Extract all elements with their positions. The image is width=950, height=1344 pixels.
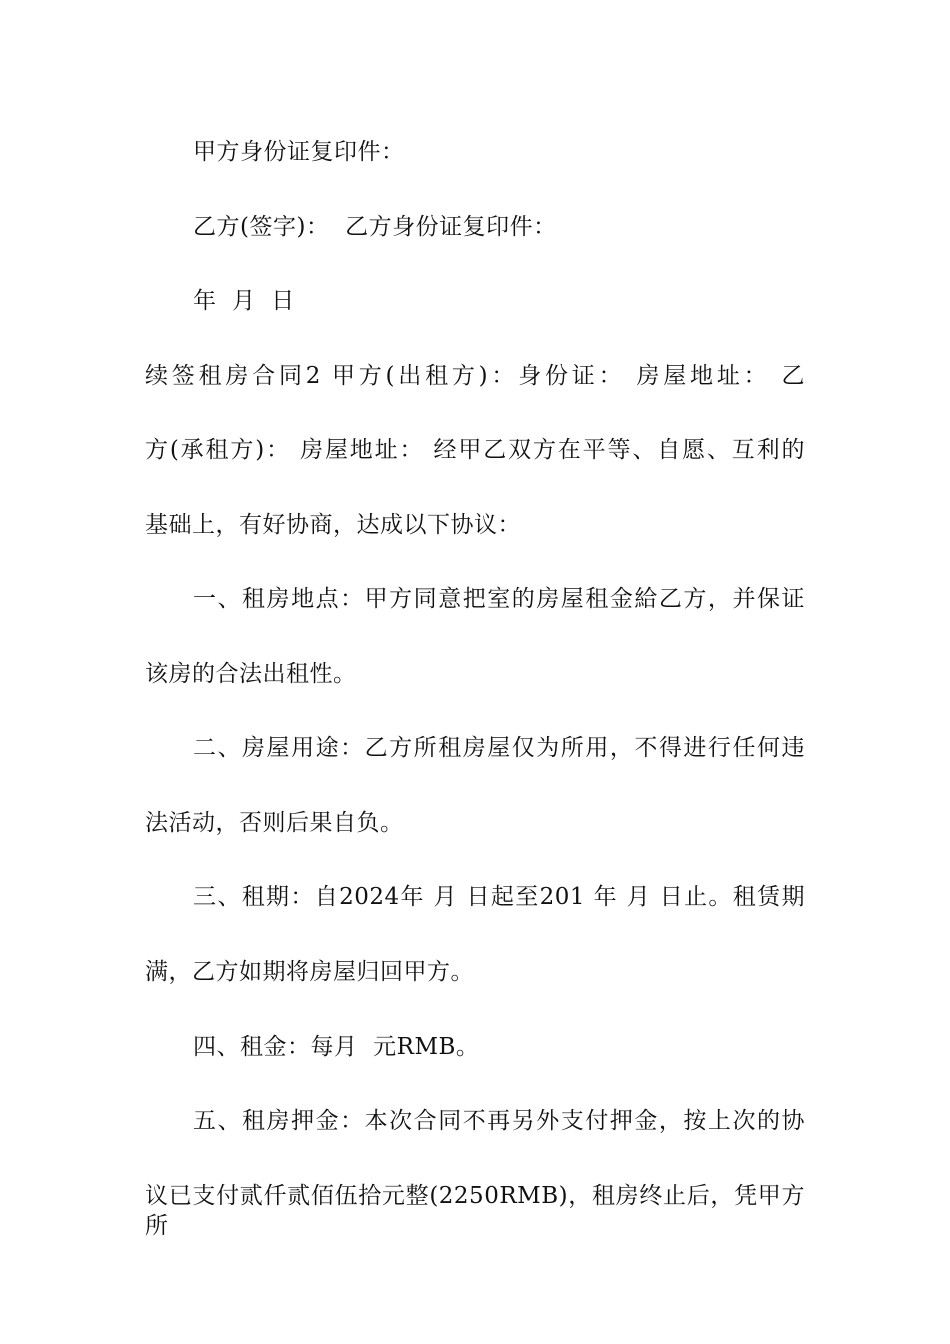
clause-1-line-2: 该房的合法出租性。 bbox=[145, 661, 357, 687]
clause-3-line-1: 三、租期：自2024年 月 日起至201 年 月 日止。租赁期 bbox=[193, 884, 805, 910]
clause-5-line-2: 议已支付贰仟贰佰伍拾元整(2250RMB)，租房终止后，凭甲方所 bbox=[145, 1183, 805, 1239]
date-line: 年 月 日 bbox=[193, 288, 295, 314]
clause-4-line: 四、租金：每月 元RMB。 bbox=[193, 1034, 480, 1060]
party-b-address-line: 方(承租方)： 房屋地址： 经甲乙双方在平等、自愿、互利的 bbox=[145, 437, 805, 463]
clause-2-line-2: 法活动，否则后果自负。 bbox=[145, 810, 404, 836]
agreement-intro-line: 基础上，有好协商，达成以下协议： bbox=[145, 512, 521, 538]
clause-2-line-1: 二、房屋用途：乙方所租房屋仅为所用，不得进行任何违 bbox=[193, 735, 805, 761]
party-a-id-copy-line: 甲方身份证复印件： bbox=[193, 139, 405, 165]
clause-3-line-2: 满，乙方如期将房屋归回甲方。 bbox=[145, 959, 474, 985]
contract-title-line: 续签租房合同2 甲方(出租方)：身份证： 房屋地址： 乙 bbox=[145, 363, 805, 389]
party-b-signature-line: 乙方(签字)： 乙方身份证复印件： bbox=[193, 214, 557, 240]
clause-1-line-1: 一、租房地点：甲方同意把室的房屋租金給乙方，并保证 bbox=[193, 586, 805, 612]
clause-5-line-1: 五、租房押金：本次合同不再另外支付押金，按上次的协 bbox=[193, 1108, 805, 1134]
